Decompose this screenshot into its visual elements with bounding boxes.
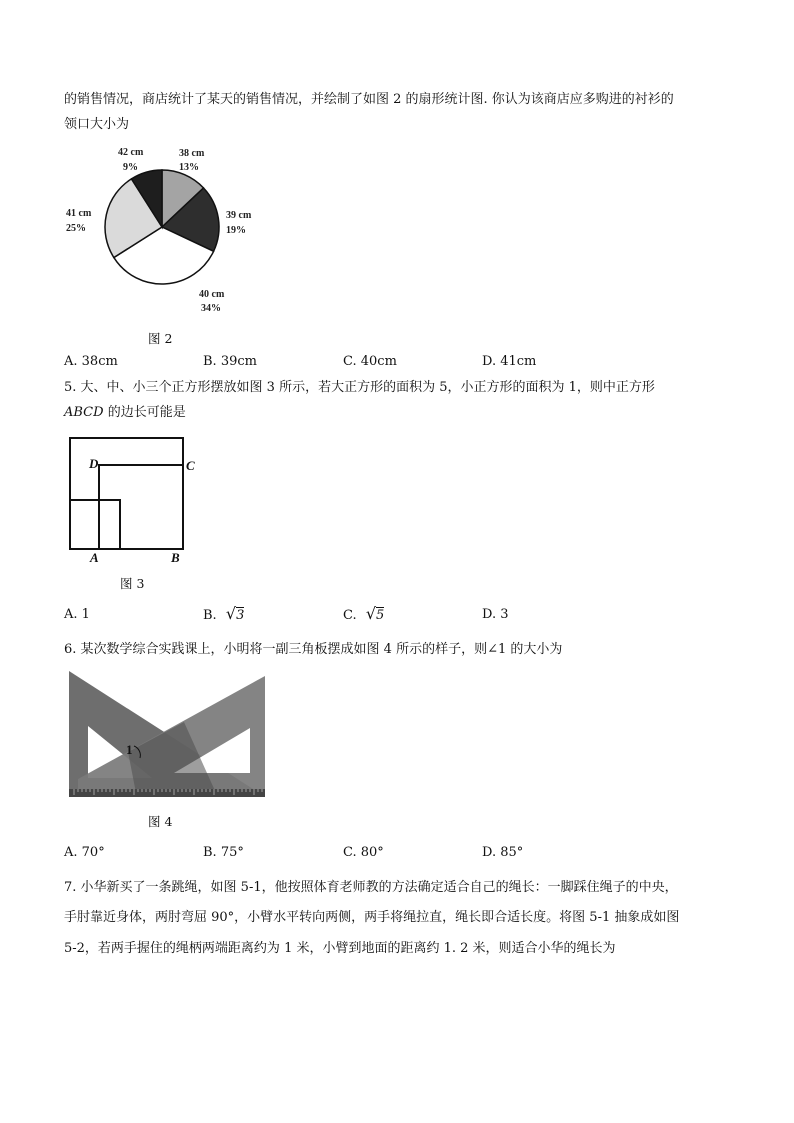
q7-text-line3: 5-2，若两手握住的绳柄两端距离约为 1 米，小臂到地面的距离约 1. 2 米，则适合小华的绳长为 xyxy=(64,941,616,956)
q6-option-d: D. 85° xyxy=(482,845,524,860)
q6-option-c: C. 80° xyxy=(343,845,384,860)
q5-option-b xyxy=(203,604,244,623)
q5-option-a: A. 1 xyxy=(64,607,90,622)
pie-slices xyxy=(105,170,219,284)
point-b-label: B xyxy=(171,550,180,565)
point-d-label: D xyxy=(89,456,99,471)
q5-text-line2 xyxy=(64,403,186,423)
pie-label-42cm-size: 42 cm xyxy=(118,147,144,158)
q4-option-d: D. 41cm xyxy=(482,354,537,369)
q5-var-abcd: ABCD xyxy=(64,405,104,420)
point-c-label: C xyxy=(186,458,195,473)
q5-option-b-prefix: B. xyxy=(203,608,217,623)
q4-text-line1: 的销售情况，商店统计了某天的销售情况，并绘制了如图 2 的扇形统计图. 你认为该商店应多购进的衬衫的 xyxy=(64,92,674,107)
pie-chart xyxy=(60,140,270,320)
point-a-label: A xyxy=(90,550,99,565)
pie-label-38cm-size: 38 cm xyxy=(179,148,205,159)
figure-3-caption: 图 3 xyxy=(120,576,145,591)
sqrt-sign: √ xyxy=(220,604,237,623)
q5-option-c-prefix: C. xyxy=(343,608,357,623)
figure-4-set-squares xyxy=(66,668,270,803)
pie-label-38cm-pct: 13% xyxy=(179,162,199,173)
pie-label-39cm-pct: 19% xyxy=(226,225,246,236)
q4-option-c: C. 40cm xyxy=(343,354,397,369)
sqrt-sign: √ xyxy=(360,604,377,623)
q5-option-c-radicand: 5 xyxy=(376,608,385,623)
q7-text-line2: 手肘靠近身体，两肘弯屈 90°，小臂水平转向两侧，两手将绳拉直，绳长即合适长度。将图 5-1 抽象成如图 xyxy=(64,910,680,925)
q5-option-c xyxy=(343,604,384,623)
q5-option-b-radicand: 3 xyxy=(236,608,245,623)
pie-label-42cm-pct: 9% xyxy=(123,162,138,173)
q5-option-d: D. 3 xyxy=(482,607,509,622)
middle-square-abcd xyxy=(99,465,183,549)
pie-label-40cm-pct: 34% xyxy=(201,303,221,314)
q7-text-line1: 7. 小华新买了一条跳绳，如图 5-1，他按照体育老师教的方法确定适合自己的绳长：一脚踩住绳子的中央， xyxy=(64,880,678,895)
q5-text-line1: 5. 大、中、小三个正方形摆放如图 3 所示，若大正方形的面积为 5，小正方形的面积为 1，则中正方形 xyxy=(64,380,655,395)
figure-2-caption: 图 2 xyxy=(148,331,173,346)
pie-label-41cm-size: 41 cm xyxy=(66,208,92,219)
q5-text-line2-rest: 的边长可能是 xyxy=(103,405,186,420)
figure-4-caption: 图 4 xyxy=(148,814,173,829)
pie-label-41cm-pct: 25% xyxy=(66,223,86,234)
q6-option-a: A. 70° xyxy=(64,845,105,860)
q4-text-line2: 领口大小为 xyxy=(64,117,130,132)
q4-option-b: B. 39cm xyxy=(203,354,257,369)
q6-option-b: B. 75° xyxy=(203,845,244,860)
q6-text-line1: 6. 某次数学综合实践课上，小明将一副三角板摆成如图 4 所示的样子，则∠1 的大小为 xyxy=(64,642,563,657)
figure-3-squares xyxy=(62,430,202,565)
pie-label-40cm-size: 40 cm xyxy=(199,289,225,300)
large-square xyxy=(70,438,183,549)
angle-1-label: 1 xyxy=(126,742,133,757)
small-square xyxy=(70,500,120,549)
q4-option-a: A. 38cm xyxy=(64,354,118,369)
ruler-base xyxy=(69,789,265,797)
pie-label-39cm-size: 39 cm xyxy=(226,210,252,221)
